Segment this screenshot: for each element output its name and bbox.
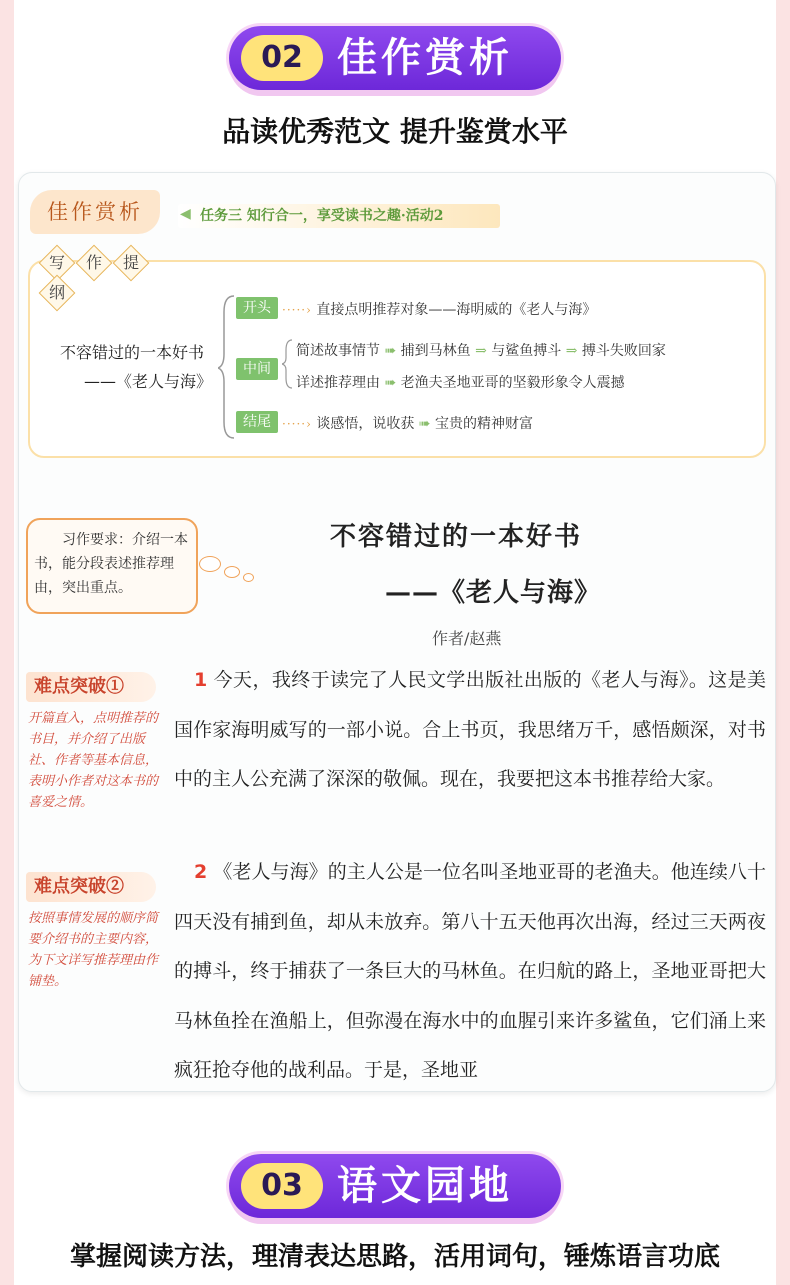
outline-ending-row: ·····› 谈感悟，说收获 ➠ 宝贵的精神财富 [282, 416, 533, 432]
outline-step: 搏斗失败回家 [581, 343, 666, 359]
difficulty-label-1: 难点突破① [26, 672, 156, 702]
bubble-dot [243, 573, 254, 582]
section-header-02 [229, 26, 561, 90]
writing-outline-tag [44, 250, 186, 302]
outline-middle-row-1 [296, 340, 666, 360]
outline-small-brace [282, 338, 294, 390]
task-label: 任务三 知行合一，享受读书之趣·活动2 [200, 208, 444, 224]
outline-book-title: 不容错过的一本好书 [60, 343, 205, 362]
section-subtitle: 品读优秀范文 提升鉴赏水平 [222, 115, 568, 148]
section-number: 02 [241, 35, 323, 81]
outline-step: 老渔夫圣地亚哥的坚毅形象令人震撼 [400, 375, 625, 391]
outline-step: 宝贵的精神财富 [434, 416, 533, 432]
outline-step: 谈感悟，说收获 [316, 416, 415, 432]
outline-opening-row: ·····› 直接点明推荐对象——海明威的《老人与海》 [282, 302, 597, 318]
essay-subtitle: ——《老人与海》 [385, 578, 602, 608]
section-subtitle: 掌握阅读方法，理清表达思路，活用词句，锤炼语言功底 [69, 1242, 720, 1272]
right-arrow-icon: ➠ [384, 343, 397, 359]
outline-step: 与鲨鱼搏斗 [491, 343, 562, 359]
bubble-dot [224, 566, 240, 578]
outline-label-opening: 开头 [236, 297, 278, 319]
section-title: 佳作赏析 [337, 35, 513, 81]
outline-tag-char: 写 [48, 253, 65, 272]
section-number: 03 [241, 1163, 323, 1209]
outline-label-ending: 结尾 [236, 411, 278, 433]
requirement-text: 习作要求：介绍一本书，能分段表述推荐理由，突出重点。 [34, 532, 188, 596]
difficulty-label-2: 难点突破② [26, 872, 156, 902]
difficulty-note-2: 按照事情发展的顺序简要介绍书的主要内容，为下文详写推荐理由作铺垫。 [28, 911, 159, 989]
outline-tag-char: 作 [86, 253, 103, 272]
outline-tag-char: 提 [123, 253, 140, 272]
outline-step: 简述故事情节 [296, 343, 380, 359]
essay-title: 不容错过的一本好书 [330, 522, 583, 552]
left-arrow-icon: ◀ [180, 206, 191, 222]
section-title: 语文园地 [337, 1163, 513, 1209]
outline-tag-char: 纲 [48, 283, 65, 302]
outline-step: 详述推荐理由 [296, 375, 380, 391]
paragraph-number: 1 [194, 669, 208, 691]
difficulty-note-1: 开篇直入，点明推荐的书目，并介绍了出版社、作者等基本信息，表明小作者对这本书的喜爱之情。 [28, 711, 159, 810]
essay-paragraph-2 [174, 848, 766, 1096]
outline-step: 捕到马林鱼 [400, 343, 471, 359]
outline-brace [218, 292, 238, 442]
outline-middle-row-2 [296, 372, 625, 392]
essay-author: 作者/赵燕 [432, 629, 502, 648]
appreciation-tag: 佳作赏析 [30, 190, 160, 234]
paragraph-text: 《老人与海》的主人公是一位名叫圣地亚哥的老渔夫。他连续八十四天没有捕到鱼，却从未放弃。第八十五天他再次出海，经过三天两夜的搏斗，终于捕获了一条巨大的马林鱼。在归航的路上，圣地亚哥把大马林鱼拴在渔船上，但弥漫在海水中的血腥引来许多鲨鱼，它们涌上来疯狂抢夺他的战利品。于是，圣地亚 [174, 861, 766, 1081]
right-arrow-icon: ⇒ [475, 343, 487, 359]
section-header-03 [229, 1154, 561, 1218]
outline-label-middle: 中间 [236, 358, 278, 380]
outline-opening-text: 直接点明推荐对象——海明威的《老人与海》 [316, 302, 597, 318]
paragraph-text: 今天，我终于读完了人民文学出版社出版的《老人与海》。这是美国作家海明威写的一部小说。合上书页，我思绪万千，感悟颇深，对书中的主人公充满了深深的敬佩。现在，我要把这本书推荐给大家。 [174, 669, 766, 790]
outline-book-subtitle: ——《老人与海》 [84, 372, 213, 391]
bubble-dot [199, 556, 221, 572]
right-arrow-icon: ⇒ [565, 343, 578, 359]
right-arrow-icon: ➠ [384, 375, 397, 391]
right-arrow-icon: ➠ [418, 416, 431, 432]
paragraph-number: 2 [194, 861, 208, 883]
essay-paragraph-1 [174, 656, 766, 805]
